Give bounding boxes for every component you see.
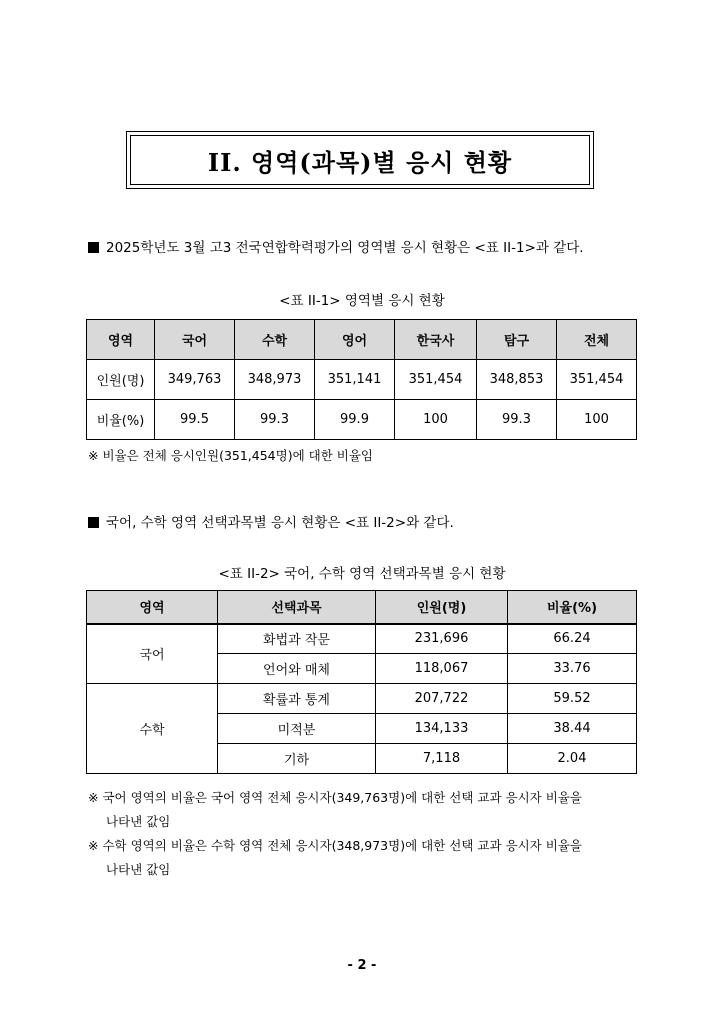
table-header-row xyxy=(87,591,637,624)
title-box-inner xyxy=(130,135,590,185)
table-cell: 231,696 xyxy=(376,624,508,654)
header-cell: 국어 xyxy=(155,320,235,360)
header-cell: 선택과목 xyxy=(218,591,376,624)
table-cell: 33.76 xyxy=(508,654,637,684)
page-title: II. 영역(과목)별 응시 현황 xyxy=(207,147,513,177)
table-cell: 351,454 xyxy=(395,360,477,400)
table-cell: 351,141 xyxy=(315,360,395,400)
header-cell: 비율(%) xyxy=(508,591,637,624)
section1-intro xyxy=(88,236,584,256)
header-cell: 영역 xyxy=(87,591,218,624)
table-elective-status xyxy=(86,590,637,774)
table-row xyxy=(87,360,637,400)
section1-intro-text: 2025학년도 3월 고3 전국연합학력평가의 영역별 응시 현황은 <표 II-1>과 같다. xyxy=(106,240,584,256)
page-number: - 2 - xyxy=(347,958,377,973)
row-header-cell: 인원(명) xyxy=(87,360,155,400)
header-cell: 전체 xyxy=(557,320,637,360)
table-cell: 348,853 xyxy=(477,360,557,400)
table-cell: 99.3 xyxy=(235,400,315,440)
table2-note-2: ※ 수학 영역의 비율은 수학 영역 전체 응시자(348,973명)에 대한 선택 교과 응시자 비율을 xyxy=(88,838,582,853)
table2-note-2-cont: 나타낸 값임 xyxy=(106,862,171,877)
table-row xyxy=(87,684,637,714)
header-cell: 수학 xyxy=(235,320,315,360)
table2-caption: <표 II-2> 국어, 수학 영역 선택과목별 응시 현황 xyxy=(218,566,506,582)
square-bullet-icon xyxy=(88,242,99,253)
table2-note-1-cont: 나타낸 값임 xyxy=(106,814,171,829)
header-cell: 탐구 xyxy=(477,320,557,360)
table-cell: 351,454 xyxy=(557,360,637,400)
table-cell: 99.9 xyxy=(315,400,395,440)
table-header-row xyxy=(87,320,637,360)
table-area-status xyxy=(86,319,637,440)
table-cell: 화법과 작문 xyxy=(218,624,376,654)
table1-note: ※ 비율은 전체 응시인원(351,454명)에 대한 비율임 xyxy=(88,448,373,463)
table-cell: 207,722 xyxy=(376,684,508,714)
table-row xyxy=(87,624,637,654)
table2-note-1: ※ 국어 영역의 비율은 국어 영역 전체 응시자(349,763명)에 대한 선택 교과 응시자 비율을 xyxy=(88,790,582,805)
table-cell: 118,067 xyxy=(376,654,508,684)
square-bullet-icon xyxy=(88,517,99,528)
table-cell: 66.24 xyxy=(508,624,637,654)
table-cell: 349,763 xyxy=(155,360,235,400)
table-cell: 99.5 xyxy=(155,400,235,440)
table-cell: 미적분 xyxy=(218,714,376,744)
table-cell: 언어와 매체 xyxy=(218,654,376,684)
table-cell: 348,973 xyxy=(235,360,315,400)
section2-intro xyxy=(88,511,454,531)
header-cell: 영역 xyxy=(87,320,155,360)
row-header-cell: 비율(%) xyxy=(87,400,155,440)
table-cell: 38.44 xyxy=(508,714,637,744)
header-cell: 한국사 xyxy=(395,320,477,360)
table-cell: 100 xyxy=(395,400,477,440)
table1-caption: <표 II-1> 영역별 응시 현황 xyxy=(279,293,445,309)
title-box xyxy=(126,131,594,189)
table-cell: 134,133 xyxy=(376,714,508,744)
table-cell: 기하 xyxy=(218,744,376,774)
header-cell: 영어 xyxy=(315,320,395,360)
header-cell: 인원(명) xyxy=(376,591,508,624)
area-cell-math: 수학 xyxy=(87,684,218,774)
table-cell: 7,118 xyxy=(376,744,508,774)
table-cell: 2.04 xyxy=(508,744,637,774)
table-cell: 99.3 xyxy=(477,400,557,440)
table-cell: 확률과 통계 xyxy=(218,684,376,714)
area-cell-korean: 국어 xyxy=(87,624,218,684)
section2-intro-text: 국어, 수학 영역 선택과목별 응시 현황은 <표 II-2>와 같다. xyxy=(106,515,454,531)
table-row xyxy=(87,400,637,440)
table-cell: 100 xyxy=(557,400,637,440)
table-cell: 59.52 xyxy=(508,684,637,714)
